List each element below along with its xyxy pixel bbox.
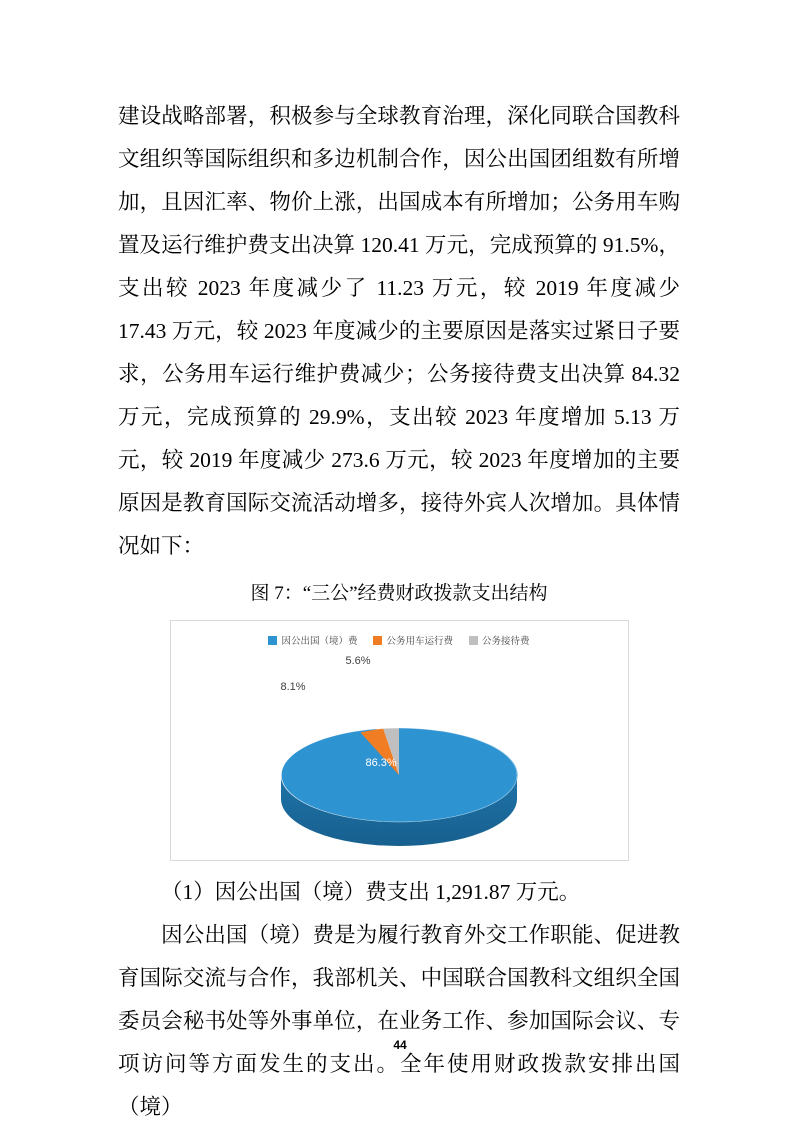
legend-swatch-orange xyxy=(373,636,382,645)
pie-graphic xyxy=(171,647,628,857)
page-number: 44 xyxy=(393,1038,407,1052)
data-label-blue: 86.3% xyxy=(365,757,397,769)
paragraph-body: 建设战略部署，积极参与全球教育治理，深化同联合国教科文组织等国际组织和多边机制合作，因公出国团组数有所增加，且因汇率、物价上涨，出国成本有所增加；公务用车购置及运行维护费支出决算 120.41 万元，完成预算的 91.5%，支出较 2023 年度减少了 11.23 万元，较 2019 年度减少 17.43 万元，较 2023 年度减少的主要原因是落实过紧日子要求，公务用车运行维护费减少；公务接待费支出决算 84.32 万元，完成预算的 29.9%，支出较 2023 年度增加 5.13 万元，较 2019 年度减少 273.6 万元，较 2023 年度增加的主要原因是教育国际交流活动增多，接待外宾人次增加。具体情况如下： xyxy=(118,104,680,558)
paragraph-item-1-body-text: 因公出国（境）费是为履行教育外交工作职能、促进教育国际交流与合作，我部机关、中国联合国教科文组织全国委员会秘书处等外事单位，在业务工作、参加国际会议、专项访问等方面发生的支出。全年使用财政拨款安排出国（境） xyxy=(118,923,680,1119)
page-content xyxy=(118,95,680,1129)
paragraph-item-1-body xyxy=(118,914,680,1129)
paragraph-item-1 xyxy=(118,871,680,914)
data-label-orange: 8.1% xyxy=(280,681,306,693)
pie-chart xyxy=(170,620,629,861)
paragraph-item-1-text: （1）因公出国（境）费支出 1,291.87 万元。 xyxy=(161,880,581,904)
pie-svg xyxy=(171,647,628,857)
legend-label-2: 公务接待费 xyxy=(482,636,530,647)
legend-item-1 xyxy=(373,633,453,647)
legend-label-0: 因公出国（境）费 xyxy=(281,636,358,647)
figure-title: 图 7：“三公”经费财政拨款支出结构 xyxy=(250,583,548,604)
legend-swatch-blue xyxy=(268,636,277,645)
legend-swatch-gray xyxy=(469,636,478,645)
legend-item-2 xyxy=(469,633,530,647)
slice-blue xyxy=(281,728,517,822)
legend-label-1: 公务用车运行费 xyxy=(386,636,453,647)
chart-legend xyxy=(171,633,628,647)
legend-item-0 xyxy=(268,633,357,647)
data-label-gray: 5.6% xyxy=(345,655,371,667)
